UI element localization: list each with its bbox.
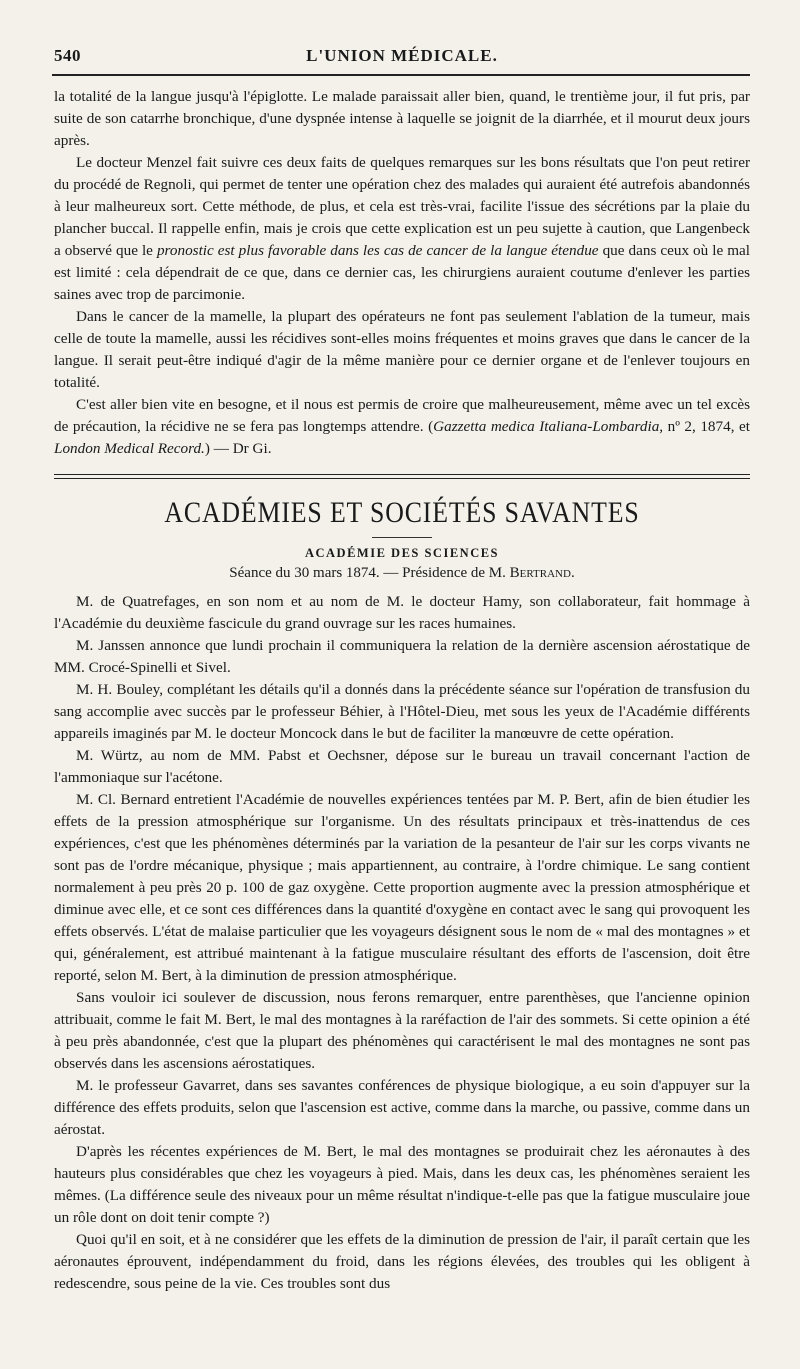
article-paragraph <box>54 152 750 306</box>
section-title: ACADÉMIES ET SOCIÉTÉS SAVANTES <box>164 496 640 529</box>
italic-phrase: pronostic est plus favorable dans les cas de cancer de la langue étendue <box>156 242 599 259</box>
seance-text: Séance du 30 mars 1874. — Présidence de M. <box>229 565 510 581</box>
paragraph-text: C'est aller bien vite en besogne, et il nous est permis de croire que malheureusement, même avec un tel excès de précaution, la récidive ne se fera pas longtemps attendre. <box>54 396 750 435</box>
article-paragraph: la totalité de la langue jusqu'à l'épiglotte. Le malade paraissait aller bien, quand, le trentième jour, il fut pris, par suite de son catarrhe bronchique, d'une dyspnée intense à laquelle se joignit de la diarrhée, et il mourut deux jours après. <box>54 88 750 149</box>
paragraph-text: que dans ceux où le mal est limité : cela dépendrait de ce que, dans ce dernier cas, les chirurgiens auraient coutume d'enlever les parties saines avec trop de parcimonie. <box>54 242 751 303</box>
section-paragraph: M. le professeur Gavarret, dans ses savantes conférences de physique biologique, a eu soin d'appuyer sur la différence des effets produits, selon que l'ascension est active, comme dans la marche, ou passive, comme dans un aérostat. <box>54 1077 750 1138</box>
article-body <box>54 86 750 460</box>
seance-rule <box>52 586 750 587</box>
title-rule <box>372 537 432 538</box>
journal-title: L'UNION MÉDICALE. <box>306 46 498 65</box>
page-number: 540 <box>54 46 81 65</box>
seance-text: . <box>570 565 575 581</box>
journal-page <box>54 40 750 1295</box>
seance-line <box>54 562 750 584</box>
citation-journal: London Medical Record. <box>54 440 205 457</box>
section-body <box>54 591 750 1295</box>
paragraph-text: Le docteur Menzel fait suivre ces deux faits de quelques remarques sur les bons résultats que l'on peut retirer du procédé de Regnoli, qui permet de tenter une opération chez des malades qui auraient été autrefois abandonnés à leur malheureux sort. Cette méthode, de plus, et cela est très-vrai, facilite l'issue des sécrétions par la plaie du plancher buccal. Il rappelle enfin, mais je crois que cette explication est un peu sujette à caution, que Langenbeck a observé que le <box>54 154 750 259</box>
citation-text: ( <box>423 418 434 435</box>
section-paragraph: Quoi qu'il en soit, et à ne considérer que les effets de la diminution de pression de l'air, il paraît certain que les aéronautes éprouvent, indépendamment du froid, dans les régions élevées, des troubles qui les obligent à redescendre, sous peine de la vie. Ces troubles sont dus <box>54 1231 750 1292</box>
section-paragraph: M. Würtz, au nom de MM. Pabst et Oechsner, dépose sur le bureau un travail concernant l'action de l'ammoniaque sur l'acétone. <box>54 747 750 786</box>
citation-journal: Gazzetta medica Italiana-Lombardia, <box>433 418 664 435</box>
section-paragraph: M. Janssen annonce que lundi prochain il communiquera la relation de la dernière ascension aérostatique de MM. Crocé-Spinelli et Sivel. <box>54 637 750 676</box>
header-rule <box>52 74 750 76</box>
section-paragraph: Sans vouloir ici soulever de discussion, nous ferons remarquer, entre parenthèses, que l'ancienne opinion attribuait, comme le fait M. Bert, le mal des montagnes à la raréfaction de l'air des sommets. Si cette opinion a été à peu près abandonnée, c'est que la plupart des phénomènes qui caractérisent le mal des montagnes ne sont pas observés dans les ascensions aérostatiques. <box>54 989 750 1072</box>
subsection-title: ACADÉMIE DES SCIENCES <box>304 546 500 560</box>
citation-author: ) — Dr Gi. <box>204 440 272 457</box>
section-divider <box>54 478 750 479</box>
section-paragraph: D'après les récentes expériences de M. Bert, le mal des montagnes se produirait chez les aéronautes à des hauteurs plus considérables que chez les voyageurs à pied. Mais, dans les deux cas, les phénomènes seraient les mêmes. (La différence seule des niveaux pour un même résultat n'indique-t-elle pas que la fatigue musculaire joue un rôle dont on doit tenir compte ?) <box>54 1143 750 1226</box>
article-paragraph: Dans le cancer de la mamelle, la plupart des opérateurs ne font pas seulement l'ablation de la tumeur, mais celle de toute la mamelle, aussi les récidives sont-elles moins fréquentes et moins graves que dans le cancer de la langue. Il serait peut-être indiqué d'agir de la même manière pour ce dernier organe et de l'enlever toujours en totalité. <box>54 308 750 391</box>
section-paragraph: M. H. Bouley, complétant les détails qu'il a donnés dans la précédente séance sur l'opération de transfusion du sang accomplie avec succès par le professeur Béhier, à l'Hôtel-Dieu, met sous les yeux de l'Académie différents appareils imaginés par M. le docteur Moncock dans le but de faciliter la manœuvre de cette opération. <box>54 681 750 742</box>
president-name: Bertrand <box>509 565 571 581</box>
article-paragraph <box>54 394 750 460</box>
citation-text: nº 2, 1874, et <box>663 418 750 435</box>
section-divider <box>54 474 750 475</box>
running-head <box>54 40 750 74</box>
section-paragraph: M. de Quatrefages, en son nom et au nom de M. le docteur Hamy, son collaborateur, fait hommage à l'Académie du deuxième fascicule du grand ouvrage sur les races humaines. <box>54 593 750 632</box>
section-paragraph: M. Cl. Bernard entretient l'Académie de nouvelles expériences tentées par M. P. Bert, afin de bien étudier les effets de la pression atmosphérique sur l'organisme. Un des résultats principaux et très-inattendus de ces expériences, c'est que les phénomènes déterminés par la variation de la pesanteur de l'air sur les corps vivants ne sont pas de l'ordre mécanique, physique ; mais appartiennent, au contraire, à l'ordre chimique. Le sang contient normalement à peu près 20 p. 100 de gaz oxygène. Cette proportion augmente avec la pression atmosphérique et diminue avec elle, et ce sont ces différences dans la quantité d'oxygène en contact avec le sang qui provoquent les effets observés. L'état de malaise particulier que les voyageurs désignent sous le nom de « mal des montagnes » et qui, généralement, est attribué maintenant à la fatigue musculaire résultant des efforts de l'ascension, doit être reporté, selon M. Bert, à la diminution de pression atmosphérique. <box>54 791 750 984</box>
